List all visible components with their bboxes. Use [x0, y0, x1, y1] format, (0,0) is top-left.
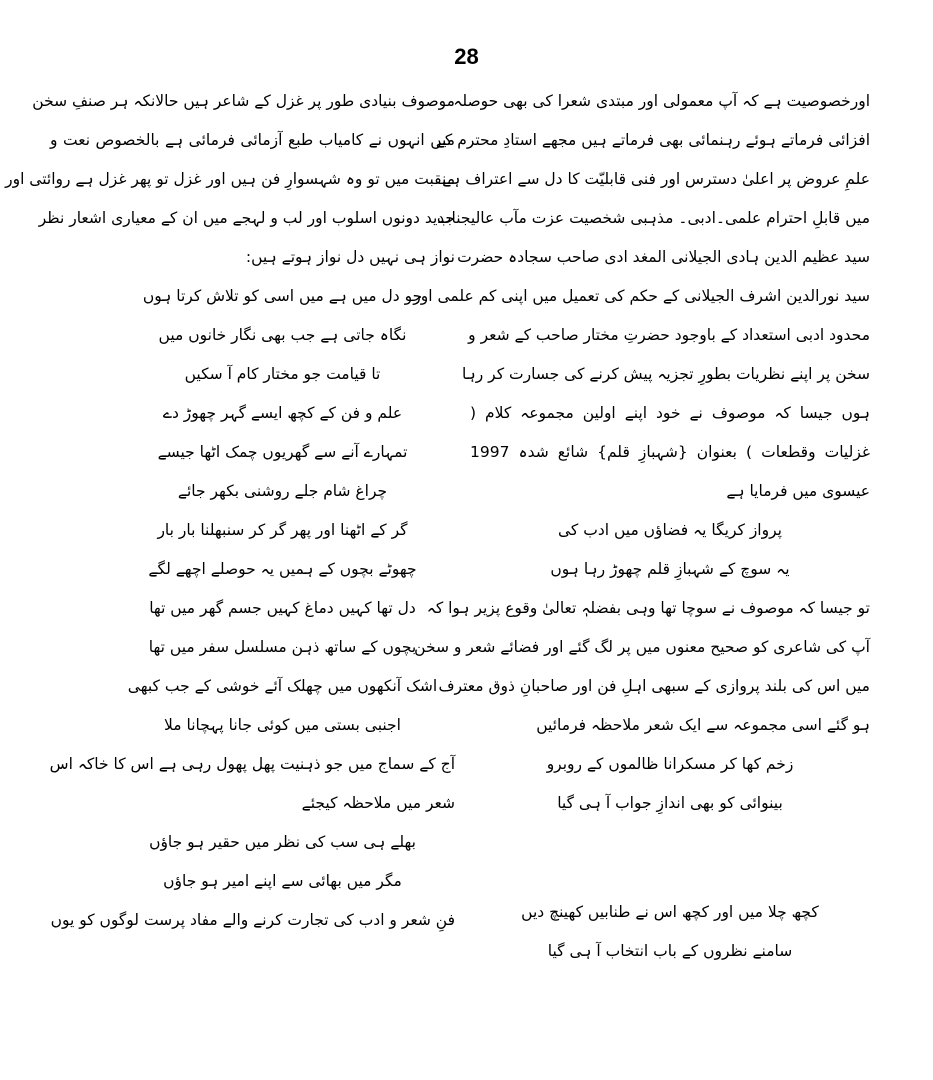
paragraph-line: علمِ عروض پر اعلیٰ دسترس اور فنی قابلیّت کا دل سے اعتراف ہے: [442, 170, 870, 188]
right-column: [413, 82, 870, 971]
paragraph-line: سخن پر اپنے نظریات بطورِ تجزیہ پیش کرنے کی جسارت کر رہا: [461, 365, 870, 383]
paragraph-line: میں اس کی بلند پروازی کے سبھی اہلِ فن اور صاحبانِ ذوق معترف: [438, 677, 870, 695]
paragraph-line: موصوف بنیادی طور پر غزل کے شاعر ہیں حالانکہ ہر صنفِ سخن: [32, 92, 455, 110]
verse-line: پرواز کریگا یہ فضاؤں میں ادب کی: [558, 521, 782, 539]
paragraph-line: اورخصوصیت ہے کہ آپ معمولی اور مبتدی شعرا کی بھی حوصلہ: [453, 92, 870, 110]
verse-line: کچھ چلا میں اور کچھ اس نے طنابیں کھینچ دیں: [521, 903, 819, 921]
paragraph-line: فنِ شعر و ادب کی تجارت کرنے والے مفاد پرست لوگوں کو یوں: [50, 911, 455, 929]
paragraph-line: سید نورالدین اشرف الجیلانی کے حکم کی تعمیل میں اپنی کم علمی اور: [413, 287, 870, 305]
paragraph-line: جدید دونوں اسلوب اور لب و لہجے میں ان کے معیاری اشعار نظر: [38, 209, 455, 227]
paragraph-line: محدود ادبی استعداد کے باوجود حضرتِ مختار صاحب کے شعر و: [468, 326, 870, 344]
verse-line: سامنے نظروں کے باب انتخاب آ ہی گیا: [547, 942, 793, 960]
verse-line: جو دل میں ہے میں اسی کو تلاش کرتا ہوں: [142, 287, 423, 305]
verse-line: بچوں کے ساتھ ذہن مسلسل سفر میں تھا: [148, 638, 417, 656]
verse-line: اجنبی بستی میں کوئی جانا پہچانا ملا: [164, 716, 401, 734]
paragraph-line: میں انہوں نے کامیاب طبع آزمائی فرمائی ہے بالخصوص نعت و: [50, 131, 455, 149]
verse-line: مگر میں بھائی سے اپنے امیر ہو جاؤں: [163, 872, 402, 890]
paragraph-line: نواز ہی نہیں دل نواز ہوتے ہیں:: [245, 248, 455, 266]
paragraph-line: غزلیات وقطعات ) بعنوان {شہبازِ قلم} شائع شدہ 1997: [470, 443, 870, 461]
verse-line: گر کے اٹھنا اور پھر گر کر سنبھلنا بار بار: [157, 521, 408, 539]
verse-line: تمہارے آنے سے گھریوں چمک اٹھا جیسے: [157, 443, 408, 461]
verse-line: علم و فن کے کچھ ایسے گہر چھوڑ دے: [162, 404, 403, 422]
paragraph-line: میں قابلِ احترام علمی۔ادبی۔ مذہبی شخصیت عزت مآب عالیجناب: [436, 209, 870, 227]
verse-line: اشک آنکھوں میں چھلک آئے خوشی کے جب کبھی: [127, 677, 438, 695]
verse-line: چراغ شام جلے روشنی بکھر جائے: [177, 482, 388, 500]
paragraph-line: عیسوی میں فرمایا ہے: [726, 482, 870, 500]
verse-line: نگاہ جاتی ہے جب بھی نگار خانوں میں: [158, 326, 407, 344]
verse-line: بھلے ہی سب کی نظر میں حقیر ہو جاؤں: [149, 833, 416, 851]
verse-line: تا قیامت جو مختار کام آ سکیں: [184, 365, 381, 383]
paragraph-line: آج کے سماج میں جو ذہنیت پھل پھول رہی ہے اس کا خاکہ اس: [49, 755, 455, 773]
paragraph-line: افزائی فرماتے ہوئے رہنمائی بھی فرماتے ہیں مجھے استادِ محترم کے: [435, 131, 870, 149]
verse-line: دل تھا کہیں دماغ کہیں جسم گھر میں تھا: [149, 599, 416, 617]
verse-line: زخم کھا کر مسکرانا ظالموں کے روبرو: [546, 755, 794, 773]
spacer: [470, 823, 870, 893]
paragraph-line: آپ کی شاعری کو صحیح معنوں میں پر لگ گئے اور فضائے شعر و سخن: [414, 638, 870, 656]
page-number: 28: [454, 44, 479, 69]
paragraph-line: منقبت میں تو وہ شہسوارِ فن ہیں اور غزل تو پھر غزل ہے روائتی اور: [5, 170, 455, 188]
paragraph-line: شعر میں ملاحظہ کیجئے: [301, 794, 455, 812]
left-column: [5, 82, 455, 940]
paragraph-line: سید عظیم الدین ہادی الجیلانی المغد ادی صاحب سجادہ حضرت: [457, 248, 870, 266]
paragraph-line: ہوں جیسا کہ موصوف نے خود اپنے اولین مجموعہ کلام (: [470, 404, 870, 422]
paragraph-line: تو جیسا کہ موصوف نے سوچا تھا وہی بفضلہٖ تعالیٰ وقوع پزیر ہوا کہ: [426, 599, 870, 617]
verse-line: چھوٹے بچوں کے ہمیں یہ حوصلے اچھے لگے: [148, 560, 417, 578]
verse-line: بینوائی کو بھی اندازِ جواب آ ہی گیا: [557, 794, 783, 812]
paragraph-line: ہو گئے اسی مجموعہ سے ایک شعر ملاحظہ فرمائیں: [536, 716, 870, 734]
verse-line: یہ سوچ کے شہبازِ قلم چھوڑ رہا ہوں: [550, 560, 790, 578]
